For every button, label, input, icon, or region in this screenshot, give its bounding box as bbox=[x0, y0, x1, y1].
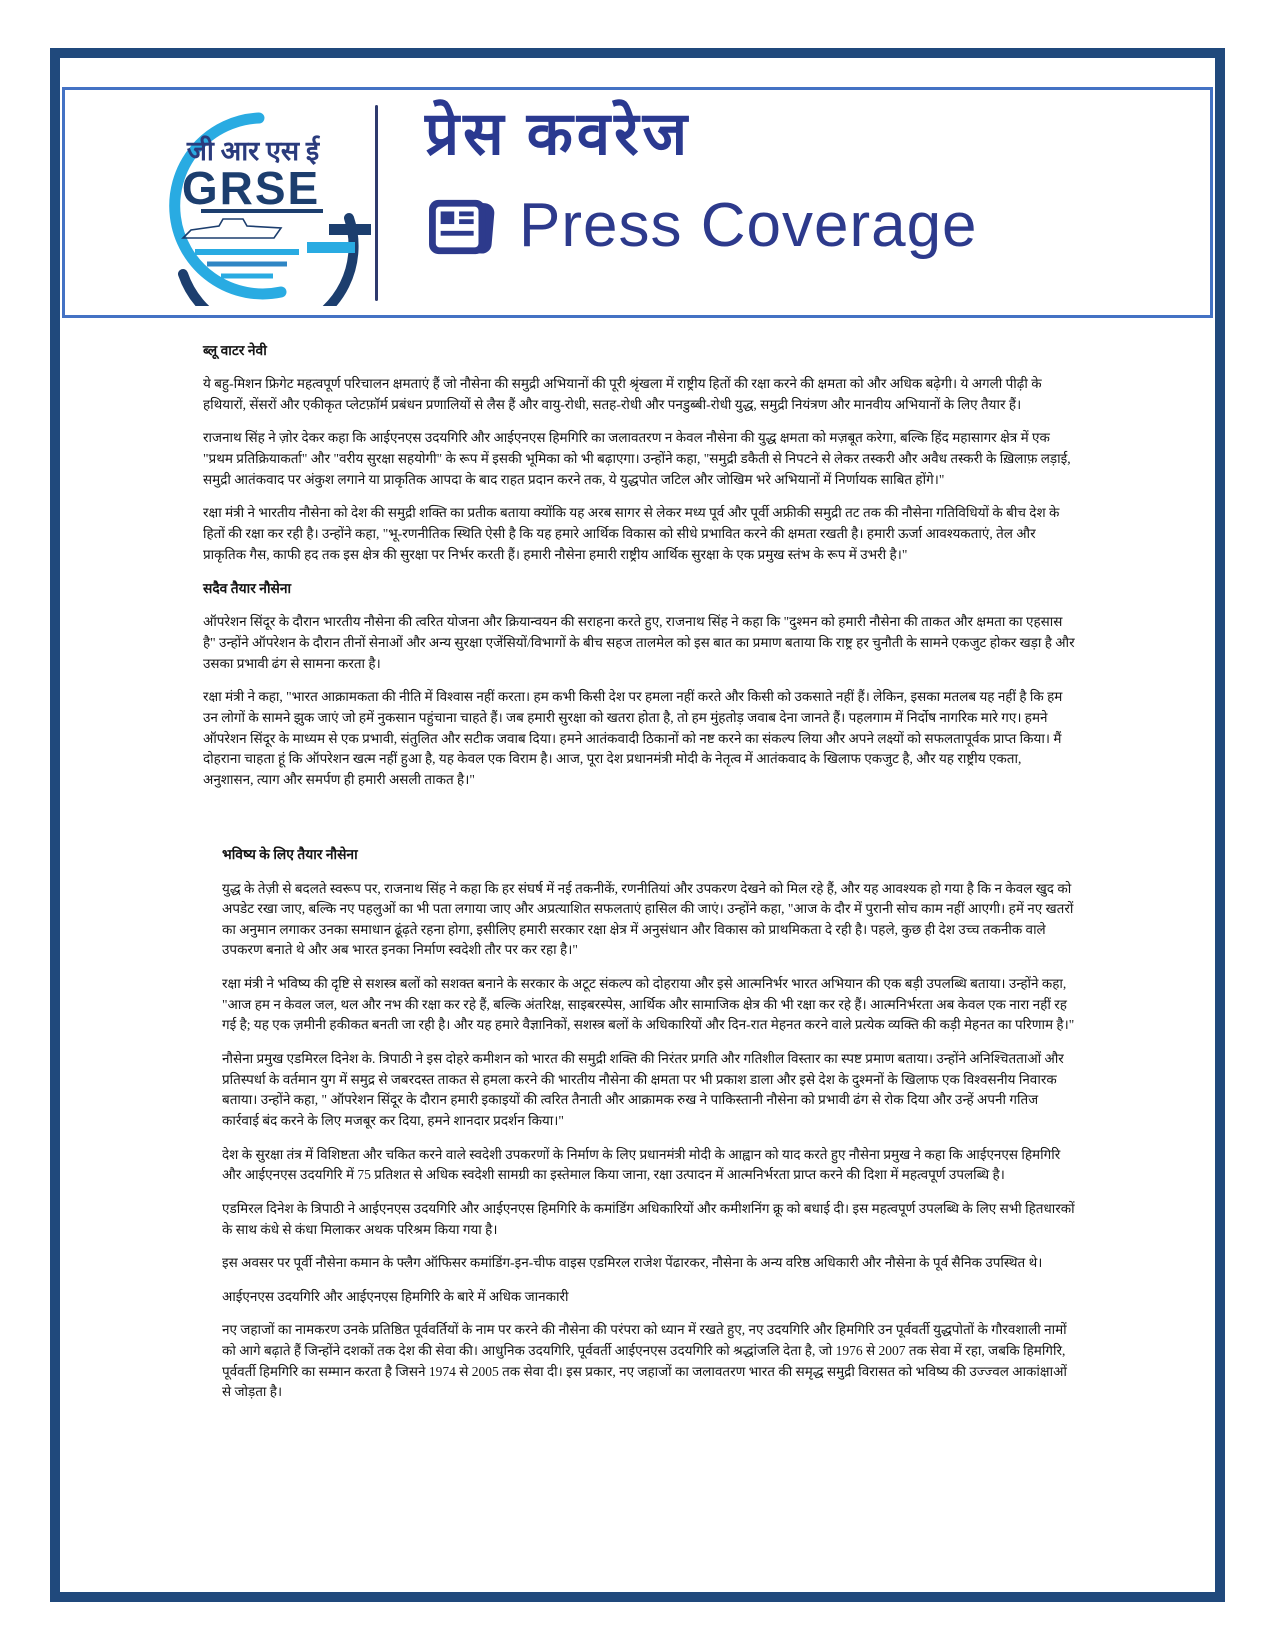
article-indented-section bbox=[222, 844, 1075, 1403]
paragraph-more-info-line: आईएनएस उदयगिरि और आईएनएस हिमगिरि के बारे में अधिक जानकारी bbox=[222, 1288, 569, 1304]
section-heading-future-ready-navy: भविष्य के लिए तैयार नौसेना bbox=[222, 847, 358, 863]
article-body bbox=[203, 338, 1075, 1416]
section-heading-ever-ready-navy: सदैव तैयार नौसेना bbox=[203, 581, 292, 597]
header bbox=[62, 87, 1213, 318]
grse-logo bbox=[131, 106, 371, 306]
logo-lightblue-bar bbox=[307, 242, 355, 253]
paragraph: इस अवसर पर पूर्वी नौसेना कमान के फ्लैग ऑफिसर कमांडिंग-इन-चीफ वाइस एडमिरल राजेश पेंढारकर, नौसेना के अन्य वरिष्ठ अधिकारी और नौसेना के पूर्व सैनिक उपस्थित थे। bbox=[222, 1255, 1043, 1271]
press-coverage-title-row bbox=[425, 190, 978, 261]
grse-acronym: GRSE bbox=[181, 162, 321, 214]
grse-hindi-acronym: जी आर एस ई bbox=[186, 136, 320, 166]
press-coverage-title-english: Press Coverage bbox=[519, 191, 978, 260]
press-coverage-title-hindi: प्रेस कवरेज bbox=[425, 101, 692, 167]
paragraph: रक्षा मंत्री ने भविष्य की दृष्टि से सशस्त्र बलों को सशक्त बनाने के सरकार के अटूट संकल्प को दोहराया और इसे आत्मनिर्भर भारत अभियान की एक बड़ी उपलब्धि बताया। उन्होंने कहा, "आज हम न केवल जल, थल और नभ की रक्षा कर रहे हैं, बल्कि अंतरिक्ष, साइबरस्पेस, आर्थिक और सामाजिक क्षेत्र की भी रक्षा कर रहे हैं। आत्मनिर्भरता अब केवल एक नारा नहीं रह गई है; यह एक ज़मीनी हकीकत बनती जा रही है। और यह हमारे वैज्ञानिकों, सशस्त्र बलों के अधिकारियों और दिन-रात मेहनत करने वाले प्रत्येक व्यक्ति की कड़ी मेहनत का परिणाम है।" bbox=[222, 976, 1075, 1033]
paragraph: युद्ध के तेज़ी से बदलते स्वरूप पर, राजनाथ सिंह ने कहा कि हर संघर्ष में नई तकनीकें, रणनीतियां और उपकरण देखने को मिल रहे हैं, और यह आवश्यक हो गया है कि न केवल खुद को अपडेट रखा जाए, बल्कि नए पहलुओं का भी पता लगाया जाए और अप्रत्याशित सफलताएं हासिल की जाएं। उन्होंने कहा, "आज के दौर में पुरानी सोच काम नहीं आएगी। हमें नए खतरों का अनुमान लगाकर उनका समाधान ढूंढ़ते रहना होगा, इसीलिए हमारी सरकार रक्षा क्षेत्र में अनुसंधान और विकास को प्राथमिकता दे रही है। पहले, कुछ ही देश उच्च तकनीक वाले उपकरण बनाते थे और अब भारत इनका निर्माण स्वदेशी तौर पर कर रहा है।" bbox=[222, 880, 1074, 958]
paragraph: रक्षा मंत्री ने कहा, "भारत आक्रामकता की नीति में विश्वास नहीं करता। हम कभी किसी देश पर हमला नहीं करते और किसी को उकसाते नहीं हैं। लेकिन, इसका मतलब यह नहीं है कि हम उन लोगों के सामने झुक जाएं जो हमें नुकसान पहुंचाना चाहते हैं। जब हमारी सुरक्षा को खतरा होता है, तो हम मुंहतोड़ जवाब देना जानते हैं। पहलगाम में निर्दोष नागरिक मारे गए। हमने ऑपरेशन सिंदूर के माध्यम से एक प्रभावी, संतुलित और सटीक जवाब दिया। हमने आतंकवादी ठिकानों को नष्ट करने का संकल्प लिया और अपने लक्ष्यों को सफलतापूर्वक प्राप्त किया। मैं दोहराना चाहता हूं कि ऑपरेशन खत्म नहीं हुआ है, यह केवल एक विराम है। आज, पूरा देश प्रधानमंत्री मोदी के नेतृत्व में आतंकवाद के खिलाफ एकजुट है, और यह राष्ट्रीय एकता, अनुशासन, त्याग और समर्पण ही हमारी असली ताकत है।" bbox=[203, 689, 1063, 787]
paragraph: ये बहु-मिशन फ्रिगेट महत्वपूर्ण परिचालन क्षमताएं हैं जो नौसेना की समुद्री अभियानों की पूरी श्रृंखला में राष्ट्रीय हितों की रक्षा करने की क्षमता को और अधिक बढ़ेगी। ये अगली पीढ़ी के हथियारों, सेंसरों और एकीकृत प्लेटफ़ॉर्म प्रबंधन प्रणालियों से लैस हैं और वायु-रोधी, सतह-रोधी और पनडुब्बी-रोधी युद्ध, समुद्री नियंत्रण और मानवीय अभियानों के लिए तैयार हैं। bbox=[203, 376, 1042, 412]
paragraph: रक्षा मंत्री ने भारतीय नौसेना को देश की समुद्री शक्ति का प्रतीक बताया क्योंकि यह अरब सागर से लेकर मध्य पूर्व और पूर्वी अफ्रीकी समुद्री तट तक की नौसेना गतिविधियों के बीच देश के हितों की रक्षा कर रही है। उन्होंने कहा, "भू-रणनीतिक स्थिति ऐसी है कि यह हमारे आर्थिक विकास को सीधे प्रभावित करने की क्षमता रखती है। हमारी ऊर्जा आवश्यकताएं, तेल और प्राकृतिक गैस, काफी हद तक इस क्षेत्र की सुरक्षा पर निर्भर करती हैं। हमारी नौसेना हमारी राष्ट्रीय आर्थिक सुरक्षा के एक प्रमुख स्तंभ के रूप में उभरी है।" bbox=[203, 505, 1060, 562]
paragraph: देश के सुरक्षा तंत्र में विशिष्टता और चकित करने वाले स्वदेशी उपकरणों के निर्माण के लिए प्रधानमंत्री मोदी के आह्वान को याद करते हुए नौसेना प्रमुख ने कहा कि आईएनएस हिमगिरि और आईएनएस उदयगिरि में 75 प्रतिशत से अधिक स्वदेशी सामग्री का इस्तेमाल किया जाना, रक्षा उत्पादन में आत्मनिर्भरता प्राप्त करने की दिशा में महत्वपूर्ण उपलब्धि है। bbox=[222, 1146, 1061, 1183]
grse-logo-icon bbox=[131, 106, 371, 306]
logo-navy-bar bbox=[329, 224, 371, 235]
paragraph: एडमिरल दिनेश के त्रिपाठी ने आईएनएस उदयगिरि और आईएनएस हिमगिरि के कमांडिंग अधिकारियों और कमीशनिंग क्रू को बधाई दी। इस महत्वपूर्ण उपलब्धि के लिए सभी हितधारकों के साथ कंधे से कंधा मिलाकर अथक परिश्रम किया गया है। bbox=[222, 1200, 1075, 1237]
section-heading-blue-water-navy: ब्लू वाटर नेवी bbox=[203, 343, 267, 358]
header-divider bbox=[375, 105, 378, 301]
paragraph: नौसेना प्रमुख एडमिरल दिनेश के. त्रिपाठी ने इस दोहरे कमीशन को भारत की समुद्री शक्ति की निरंतर प्रगति और गतिशील विस्तार का स्पष्ट प्रमाण बताया। उन्होंने अनिश्चितताओं और प्रतिस्पर्धा के वर्तमान युग में समुद्र से जबरदस्त ताकत से हमला करने की भारतीय नौसेना की क्षमता पर भी प्रकाश डाला और इसे देश के दुश्मनों के खिलाफ एक विश्वसनीय निवारक बताया। उन्होंने कहा, " ऑपरेशन सिंदूर के दौरान हमारी इकाइयों की त्वरित तैनाती और आक्रामक रुख ने पाकिस्तानी नौसेना को प्रभावी ढंग से रोक दिया और उन्हें अपनी गतिज कार्रवाई बंद करने के लिए मजबूर कर दिया, हमने शानदार प्रदर्शन किया।" bbox=[222, 1051, 1064, 1128]
ship-icon bbox=[183, 219, 281, 238]
paragraph: राजनाथ सिंह ने ज़ोर देकर कहा कि आईएनएस उदयगिरि और आईएनएस हिमगिरि का जलावतरण न केवल नौसेना की युद्ध क्षमता को मज़बूत करेगा, बल्कि हिंद महासागर क्षेत्र में एक "प्रथम प्रतिक्रियाकर्ता" और "वरीय सुरक्षा सहयोगी" के रूप में इसकी भूमिका को भी बढ़ाएगा। उन्होंने कहा, "समुद्री डकैती से निपटने से लेकर तस्करी और अवैध तस्करी के ख़िलाफ़ लड़ाई, समुद्री आतंकवाद पर अंकुश लगाने या प्राकृतिक आपदा के बाद राहत प्रदान करने तक, ये युद्धपोत जटिल और जोखिम भरे अभियानों में निर्णायक साबित होंगे।" bbox=[203, 430, 1071, 487]
newspaper-icon bbox=[425, 194, 499, 258]
article-main-section bbox=[203, 340, 1075, 790]
paragraph: ऑपरेशन सिंदूर के दौरान भारतीय नौसेना की त्वरित योजना और क्रियान्वयन की सराहना करते हुए, राजनाथ सिंह ने कहा कि "दुश्मन को हमारी नौसेना की ताकत और क्षमता का एहसास है" उन्होंने ऑपरेशन के दौरान तीनों सेनाओं और अन्य सुरक्षा एजेंसियों/विभागों के बीच सहज तालमेल को इस बात का प्रमाण बताया कि राष्ट्र हर चुनौती के सामने एकजुट होकर खड़ा है और उसका प्रभावी ढंग से सामना करता है। bbox=[203, 614, 1075, 671]
paragraph: नए जहाजों का नामकरण उनके प्रतिष्ठित पूर्ववर्तियों के नाम पर करने की नौसेना की परंपरा को ध्यान में रखते हुए, नए उदयगिरि और हिमगिरि उन पूर्ववर्ती युद्धपोतों के गौरवशाली नामों को आगे बढ़ाते हैं जिन्होंने दशकों तक देश की सेवा की। आधुनिक उदयगिरि, पूर्ववर्ती आईएनएस उदयगिरि को श्रद्धांजलि देता है, जो 1976 से 2007 तक सेवा में रहा, जबकि हिमगिरि, पूर्ववर्ती हिमगिरि का सम्मान करता है जिसने 1974 से 2005 तक सेवा दी। इस प्रकार, नए जहाजों का जलावतरण भारत की समृद्ध समुद्री विरासत को भविष्य की उज्ज्वल आकांक्षाओं से जोड़ता है। bbox=[222, 1322, 1067, 1400]
